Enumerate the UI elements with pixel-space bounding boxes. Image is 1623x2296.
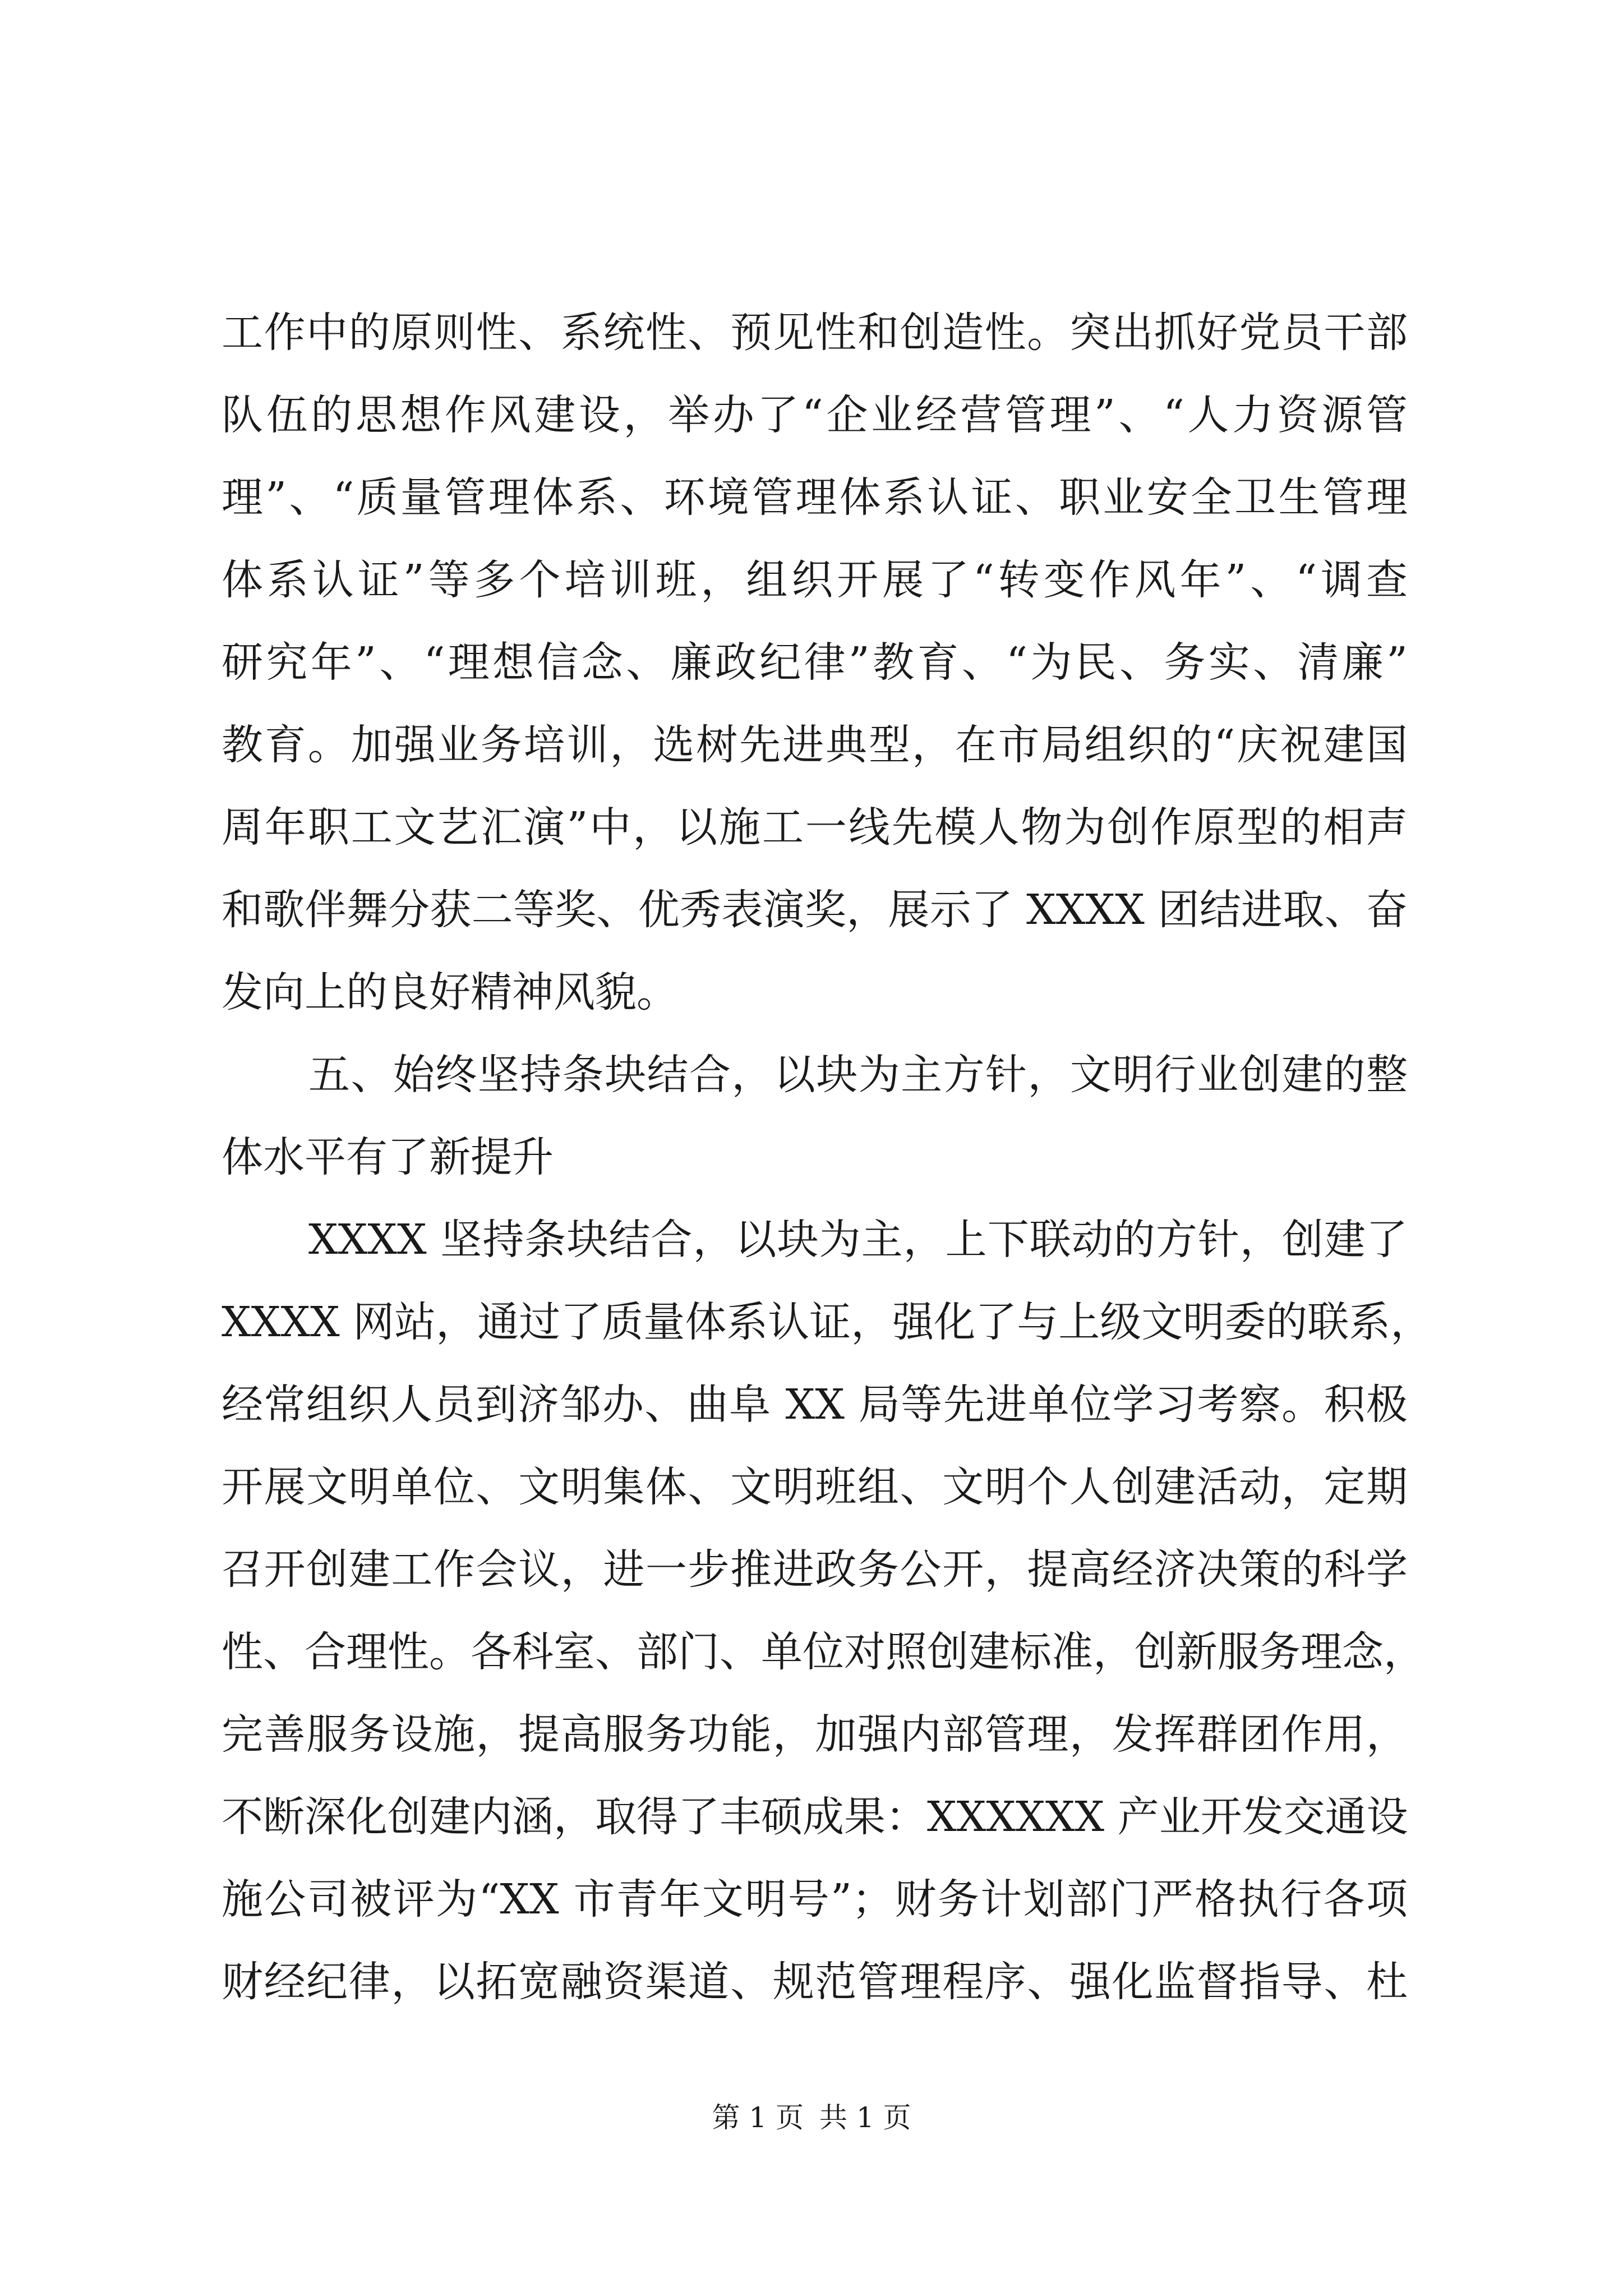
text-line: 完善服务设施，提高服务功能，加强内部管理，发挥群团作用， [222, 1710, 1408, 1759]
text-line: 和歌伴舞分获二等奖、优秀表演奖，展示了 XXXX 团结进取、奋 [222, 886, 1408, 934]
text-line: 周年职工文艺汇演”中，以施工一线先模人物为创作原型的相声 [222, 803, 1408, 852]
page-number: 第 1 页 [712, 2101, 804, 2134]
section-heading-line: 体水平有了新提升 [222, 1133, 554, 1181]
text-line: 施公司被评为“XX 市青年文明号”；财务计划部门严格执行各项 [222, 1875, 1408, 1924]
text-line: XXXX 坚持条块结合，以块为主，上下联动的方针，创建了 [308, 1216, 1408, 1264]
text-line: 工作中的原则性、系统性、预见性和创造性。突出抓好党员干部 [222, 309, 1408, 357]
text-line: 研究年”、“理想信念、廉政纪律”教育、“为民、务实、清廉” [222, 638, 1408, 687]
text-line: 性、合理性。各科室、部门、单位对照创建标准，创新服务理念， [222, 1628, 1425, 1676]
text-line: 召开创建工作会议，进一步推进政务公开，提高经济决策的科学 [222, 1545, 1408, 1594]
document-body [222, 292, 1432, 2023]
text-line: 发向上的良好精神风貌。 [222, 968, 678, 1016]
text-line: 队伍的思想作风建设，举办了“企业经营管理”、“人力资源管 [222, 391, 1408, 439]
text-line: 财经纪律，以拓宽融资渠道、规范管理程序、强化监督指导、杜 [222, 1958, 1408, 2006]
section-heading-line: 五、始终坚持条块结合，以块为主方针，文明行业创建的整 [308, 1051, 1408, 1099]
text-line: 开展文明单位、文明集体、文明班组、文明个人创建活动，定期 [222, 1463, 1408, 1511]
text-line: 教育。加强业务培训，选树先进典型，在市局组织的“庆祝建国 [222, 721, 1408, 769]
text-line: 经常组织人员到济邹办、曲阜 XX 局等先进单位学习考察。积极 [222, 1381, 1408, 1429]
text-line: 体系认证”等多个培训班，组织开展了“转变作风年”、“调查 [222, 556, 1408, 604]
text-line: 不断深化创建内涵，取得了丰硕成果：XXXXXX 产业开发交通设 [222, 1793, 1408, 1841]
page-footer [0, 2101, 1623, 2134]
page-total: 共 1 页 [819, 2101, 911, 2134]
text-line: XXXX 网站，通过了质量体系认证，强化了与上级文明委的联系， [222, 1298, 1432, 1346]
text-line: 理”、“质量管理体系、环境管理体系认证、职业安全卫生管理 [222, 473, 1408, 522]
